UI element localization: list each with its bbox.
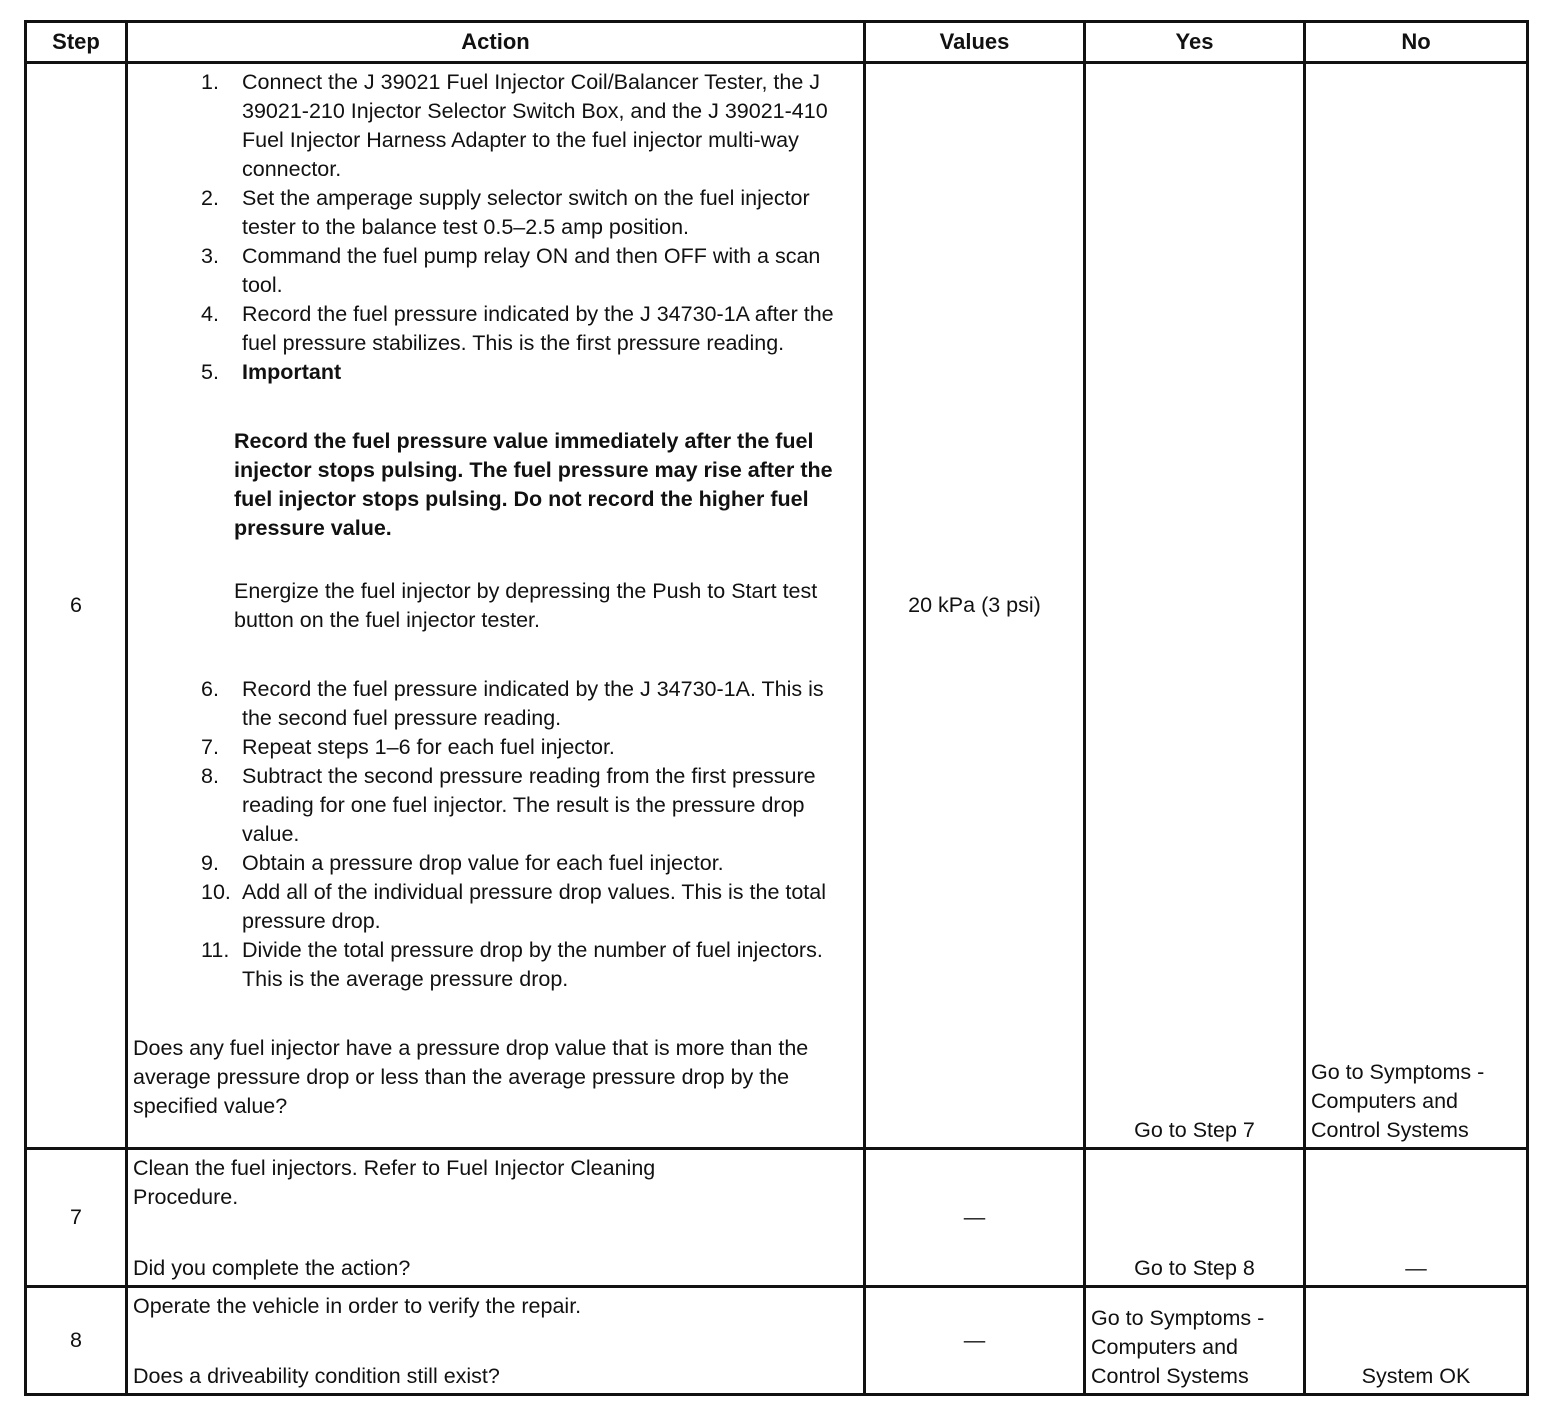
yes-action: Go to Step 8 bbox=[1134, 1256, 1255, 1280]
yes-cell bbox=[1085, 1149, 1305, 1287]
list-item: 10. Add all of the individual pressure drop values. This is the total pressure drop. bbox=[201, 880, 827, 933]
header-yes: Yes bbox=[1085, 22, 1305, 63]
no-cell bbox=[1305, 1149, 1528, 1287]
list-item: 1. Connect the J 39021 Fuel Injector Coil/Balancer Tester, the J 39021-210 Injector Selector Switch Box, and the J 39021-410 Fuel Injector Harness Adapter to the fuel injector multi-way connector. bbox=[201, 70, 828, 181]
header-no: No bbox=[1305, 22, 1528, 63]
value-cell: — bbox=[865, 1149, 1085, 1287]
value-cell: — bbox=[865, 1287, 1085, 1395]
important-heading: Important bbox=[242, 360, 342, 384]
step-number: 7 bbox=[26, 1149, 127, 1287]
step-question: Does a driveability condition still exist? bbox=[133, 1364, 500, 1388]
list-item: 4. Record the fuel pressure indicated by the J 34730-1A after the fuel pressure stabilizes. This is the first pressure reading. bbox=[201, 302, 834, 355]
no-action: — bbox=[1405, 1256, 1427, 1280]
list-item: 6. Record the fuel pressure indicated by the J 34730-1A. This is the second fuel pressure reading. bbox=[201, 677, 824, 730]
important-note: Record the fuel pressure value immediately after the fuel injector stops pulsing. The fuel pressure may rise after the fuel injector stops pulsing. Do not record the higher fuel pressure value. bbox=[234, 429, 833, 540]
no-action: System OK bbox=[1361, 1364, 1471, 1388]
procedure-list bbox=[133, 68, 859, 387]
step-row-8 bbox=[26, 1287, 1528, 1395]
header-row bbox=[26, 22, 1528, 63]
list-item: 2. Set the amperage supply selector switch on the fuel injector tester to the balance test 0.5–2.5 amp position. bbox=[201, 186, 810, 239]
action-cell bbox=[127, 1149, 865, 1287]
action-cell bbox=[127, 1287, 865, 1395]
action-cell bbox=[127, 63, 865, 1149]
step-row-6 bbox=[26, 63, 1528, 1149]
step-number: 6 bbox=[26, 63, 127, 1149]
no-cell bbox=[1305, 63, 1528, 1149]
list-item: 7. Repeat steps 1–6 for each fuel injector. bbox=[201, 735, 615, 759]
list-item: 9. Obtain a pressure drop value for each fuel injector. bbox=[201, 851, 724, 875]
header-step: Step bbox=[26, 22, 127, 63]
diagnostic-table bbox=[24, 20, 1529, 1396]
step-number: 8 bbox=[26, 1287, 127, 1395]
yes-cell bbox=[1085, 1287, 1305, 1395]
step-question: Does any fuel injector have a pressure drop value that is more than the average pressure drop or less than the average pressure drop by the specified value? bbox=[133, 1036, 809, 1118]
no-cell bbox=[1305, 1287, 1528, 1395]
action-text: Clean the fuel injectors. Refer to Fuel Injector Cleaning Procedure. bbox=[133, 1156, 656, 1209]
header-action: Action bbox=[127, 22, 865, 63]
value-cell: 20 kPa (3 psi) bbox=[865, 63, 1085, 1149]
list-item: 5. Important bbox=[133, 358, 859, 387]
yes-cell bbox=[1085, 63, 1305, 1149]
header-values: Values bbox=[865, 22, 1085, 63]
list-item: 3. Command the fuel pump relay ON and then OFF with a scan tool. bbox=[201, 244, 821, 297]
yes-action: Go to Symptoms - Computers and Control Systems bbox=[1091, 1306, 1265, 1388]
action-text: Operate the vehicle in order to verify the repair. bbox=[133, 1294, 582, 1318]
yes-action: Go to Step 7 bbox=[1134, 1118, 1255, 1142]
step-question: Did you complete the action? bbox=[133, 1256, 411, 1280]
no-action: Go to Symptoms - Computers and Control Systems bbox=[1311, 1060, 1485, 1142]
list-item: 11. Divide the total pressure drop by the number of fuel injectors. This is the average pressure drop. bbox=[201, 938, 823, 991]
procedure-list-continued bbox=[133, 675, 859, 994]
energize-instruction: Energize the fuel injector by depressing the Push to Start test button on the fuel injector tester. bbox=[234, 579, 818, 632]
list-item: 8. Subtract the second pressure reading from the first pressure reading for one fuel injector. The result is the pressure drop value. bbox=[201, 764, 816, 846]
step-row-7 bbox=[26, 1149, 1528, 1287]
